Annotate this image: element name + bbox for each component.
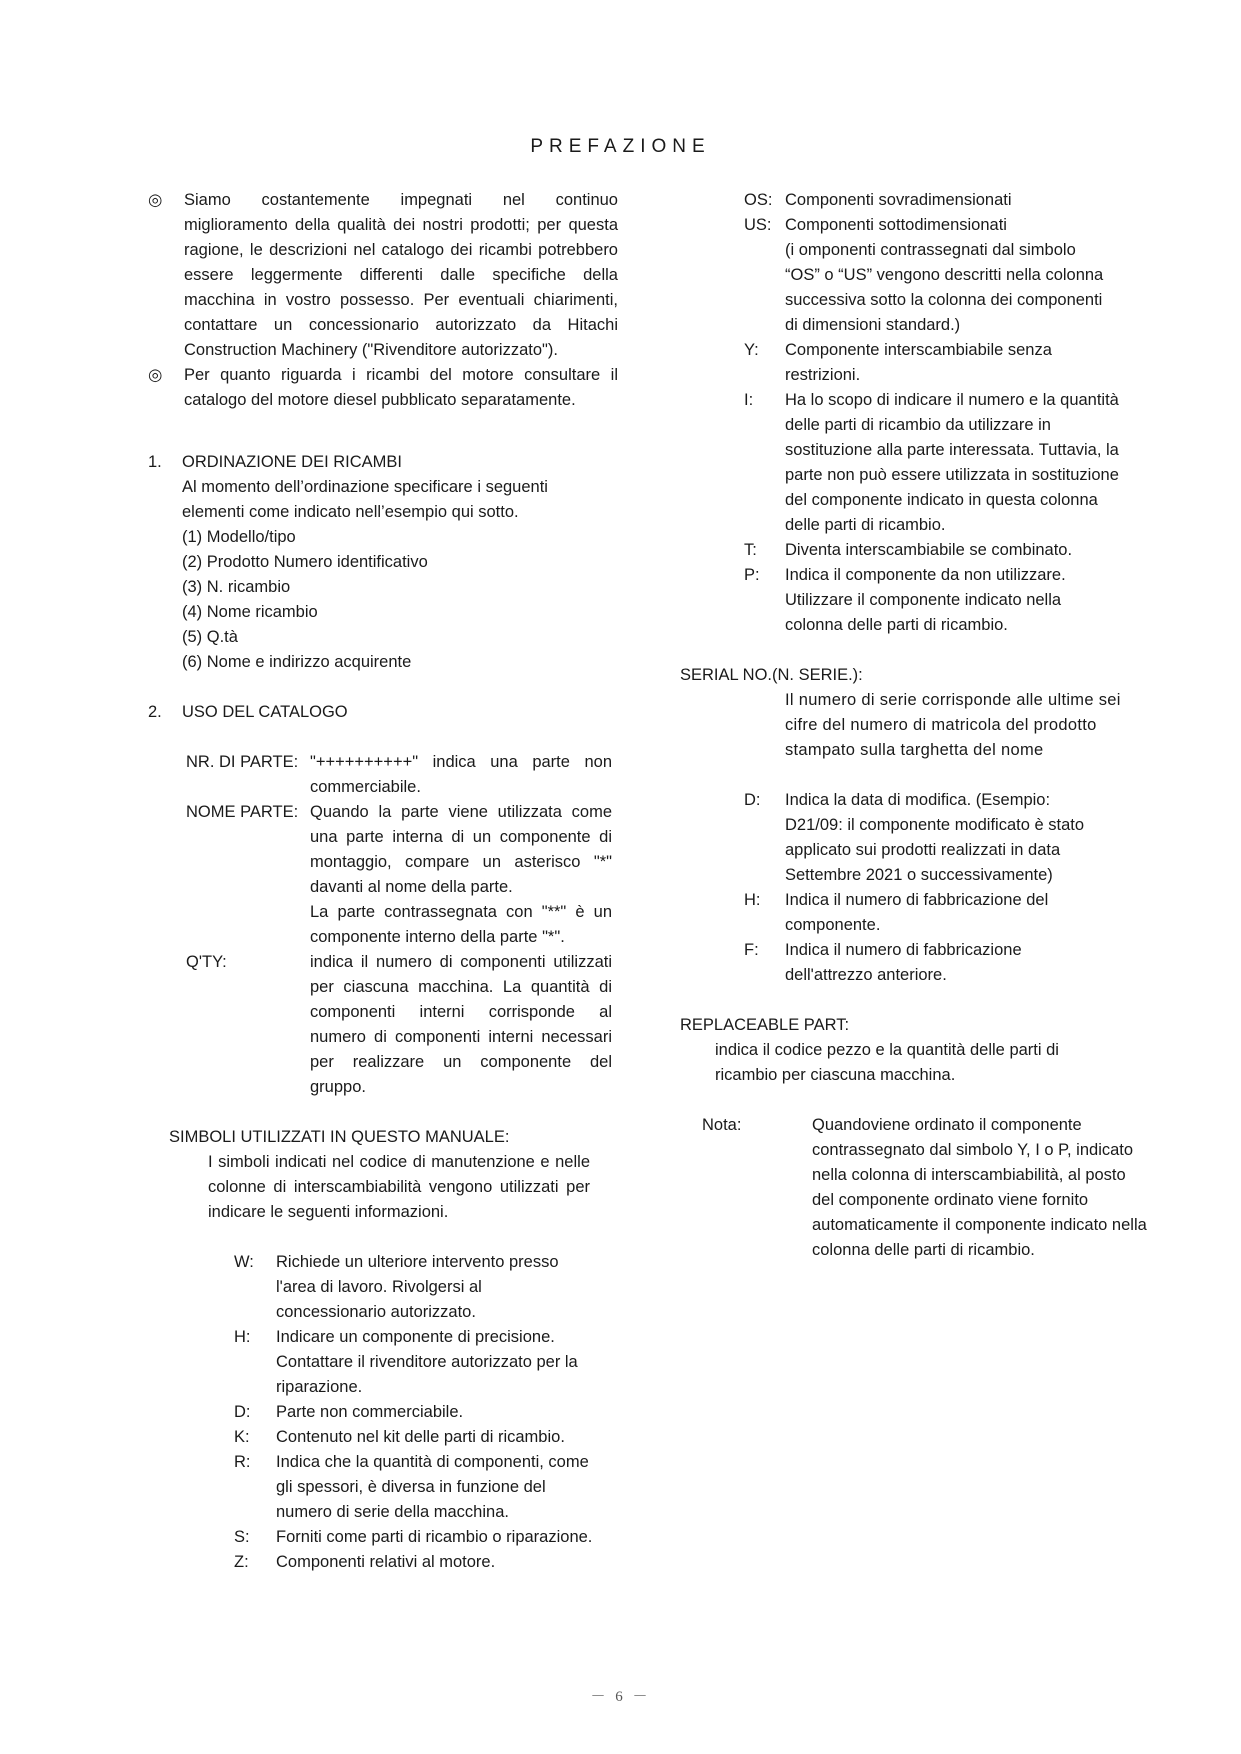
symbol-code: I:	[744, 391, 754, 409]
symbol-desc: Indica il numero di fabbricazione dell'attrezzo anteriore.	[785, 941, 1022, 984]
section-1-body	[182, 475, 618, 675]
section-2-heading	[148, 700, 618, 725]
symbol-code: S:	[234, 1528, 250, 1546]
symbol-row	[234, 1550, 618, 1575]
definition-desc: Quando la parte viene utilizzata come una parte interna di un componente di montaggio, compare un asterisco "*" davanti al nome della parte.	[310, 803, 612, 896]
page-title: PREFAZIONE	[530, 136, 711, 157]
intro-text: Per quanto riguarda i ricambi del motore consultare il catalogo del motore diesel pubblicato separatamente.	[184, 366, 618, 409]
definition-row	[186, 950, 618, 1100]
symbol-code: OS:	[744, 191, 773, 209]
symbol-code: H:	[744, 891, 761, 909]
symbol-code: Y:	[744, 341, 759, 359]
definitions	[186, 750, 618, 1100]
symbol-desc: Ha lo scopo di indicare il numero e la quantità delle parti di ricambio da utilizzare in sostituzione alla parte interessata. Tuttavia, la parte non può essere utilizzata in sostituzione del componente indicato in questa colonna delle parti di ricambio.	[785, 391, 1119, 534]
definition-desc: La parte contrassegnata con "**" è un componente interno della parte "*".	[310, 903, 612, 946]
page-number: － 6 －	[590, 1689, 651, 1705]
left-column	[148, 188, 618, 1575]
symbols-intro: I simboli indicati nel codice di manutenzione e nelle colonne di interscambiabilità vengono utilizzati per indicare le seguenti informazioni.	[208, 1153, 590, 1221]
symbol-row	[744, 338, 1150, 388]
nota-label: Nota:	[702, 1116, 742, 1134]
list-item: (3) N. ricambio	[182, 578, 291, 596]
definition-desc: indica il numero di componenti utilizzati per ciascuna macchina. La quantità di componenti interni corrisponde al numero di componenti interni necessari per realizzare un componente del gruppo.	[310, 953, 612, 1096]
symbol-row	[744, 188, 1150, 213]
symbol-desc: Contenuto nel kit delle parti di ricambio.	[276, 1428, 565, 1446]
symbol-row	[234, 1525, 618, 1550]
section-title: USO DEL CATALOGO	[182, 703, 348, 721]
nota-block	[680, 1113, 1150, 1263]
symbol-row	[744, 788, 1150, 888]
definition-row	[186, 900, 618, 950]
symbol-row	[744, 213, 1150, 238]
list-item: (6) Nome e indirizzo acquirente	[182, 653, 412, 671]
symbol-code: R:	[234, 1453, 251, 1471]
symbol-row	[744, 888, 1150, 938]
symbol-desc: Indica la data di modifica. (Esempio: D21/09: il componente modificato è stato applicato sui prodotti realizzati in data Settembre 2021 o successivamente)	[785, 791, 1085, 884]
symbol-row	[234, 1250, 618, 1325]
symbol-desc: Richiede un ulteriore intervento presso l'area di lavoro. Rivolgersi al concessionario autorizzato.	[276, 1253, 559, 1321]
symbol-code: D:	[234, 1403, 251, 1421]
definition-desc: "++++++++++" indica una parte non commerciabile.	[310, 753, 612, 796]
replaceable-text: indica il codice pezzo e la quantità delle parti di ricambio per ciascuna macchina.	[715, 1041, 1059, 1084]
right-symbols-list	[744, 188, 1150, 638]
section-number: 2.	[148, 703, 162, 721]
symbol-row	[234, 1400, 618, 1425]
symbol-row	[744, 238, 1150, 338]
serial-text: Il numero di serie corrisponde alle ultime sei cifre del numero di matricola del prodotto stampato sulla targhetta del nome	[785, 691, 1121, 759]
symbol-desc: Componente interscambiabile senza restrizioni.	[785, 341, 1052, 384]
section-1-text: Al momento dell’ordinazione specificare i seguenti elementi come indicato nell’esempio qui sotto.	[182, 478, 548, 521]
symbol-desc: Indica che la quantità di componenti, come gli spessori, è diversa in funzione del numero di serie della macchina.	[276, 1453, 589, 1521]
list-item: (1) Modello/tipo	[182, 528, 296, 546]
symbol-desc: Indica il componente da non utilizzare. Utilizzare il componente indicato nella colonna delle parti di ricambio.	[785, 566, 1066, 634]
symbol-code	[744, 238, 785, 338]
symbol-code: US:	[744, 216, 772, 234]
symbol-code: P:	[744, 566, 760, 584]
symbol-desc: Componenti sovradimensionati	[785, 191, 1012, 209]
symbol-code: Z:	[234, 1553, 249, 1571]
definition-term: NR. DI PARTE:	[186, 753, 299, 771]
right-column	[680, 188, 1150, 1263]
serial-heading: SERIAL NO.(N. SERIE.):	[680, 666, 863, 684]
symbols-heading: SIMBOLI UTILIZZATI IN QUESTO MANUALE:	[169, 1128, 510, 1146]
list-item: (5) Q.tà	[182, 628, 238, 646]
symbol-desc: Diventa interscambiabile se combinato.	[785, 541, 1073, 559]
symbol-code: T:	[744, 541, 757, 559]
definition-row	[186, 800, 618, 900]
list-item: (2) Prodotto Numero identificativo	[182, 553, 428, 571]
definition-term	[186, 900, 310, 950]
section-number: 1.	[148, 453, 162, 471]
symbol-code: H:	[234, 1328, 251, 1346]
definition-term: NOME PARTE:	[186, 803, 299, 821]
symbol-desc: Forniti come parti di ricambio o riparazione.	[276, 1528, 593, 1546]
symbol-code: F:	[744, 941, 759, 959]
section-title: ORDINAZIONE DEI RICAMBI	[182, 453, 403, 471]
replaceable-heading: REPLACEABLE PART:	[680, 1016, 850, 1034]
double-circle-icon: ◎	[148, 366, 163, 384]
symbol-desc: Indica il numero di fabbricazione del componente.	[785, 891, 1049, 934]
serial-symbols-list	[744, 788, 1150, 988]
symbol-desc: Componenti relativi al motore.	[276, 1553, 496, 1571]
symbol-row	[234, 1450, 618, 1525]
symbol-row	[744, 938, 1150, 988]
symbol-row	[744, 538, 1150, 563]
symbol-row	[744, 563, 1150, 638]
intro-item	[148, 363, 618, 413]
symbol-desc: Indicare un componente di precisione. Contattare il rivenditore autorizzato per la riparazione.	[276, 1328, 578, 1396]
symbol-row	[234, 1425, 618, 1450]
symbols-list	[234, 1250, 618, 1575]
intro-text: Siamo costantemente impegnati nel continuo miglioramento della qualità dei nostri prodotti; per questa ragione, le descrizioni nel catalogo dei ricambi potrebbero essere leggermente differenti dalle specifiche della macchina in vostro possesso. Per eventuali chiarimenti, contattare un concessionario autorizzato da Hitachi Construction Machinery ("Rivenditore autorizzato").	[184, 191, 618, 359]
section-1-heading	[148, 450, 618, 475]
symbol-row	[744, 388, 1150, 538]
intro-item	[148, 188, 618, 363]
symbol-desc: Parte non commerciabile.	[276, 1403, 464, 1421]
symbol-desc: Componenti sottodimensionati	[785, 216, 1007, 234]
definition-row	[186, 750, 618, 800]
symbol-desc: (i omponenti contrassegnati dal simbolo “OS” o “US” vengono descritti nella colonna successiva sotto la colonna dei componenti di dimensioni standard.)	[785, 241, 1104, 334]
symbol-code: K:	[234, 1428, 250, 1446]
symbol-code: D:	[744, 791, 761, 809]
list-item: (4) Nome ricambio	[182, 603, 318, 621]
symbol-row	[234, 1325, 618, 1400]
symbol-code: W:	[234, 1253, 254, 1271]
definition-term: Q'TY:	[186, 953, 227, 971]
nota-text: Quandoviene ordinato il componente contrassegnato dal simbolo Y, I o P, indicato nella colonna di interscambiabilità, al posto del componente ordinato viene fornito automaticamente il componente indicato nella colonna delle parti di ricambio.	[812, 1116, 1147, 1259]
double-circle-icon: ◎	[148, 191, 163, 209]
